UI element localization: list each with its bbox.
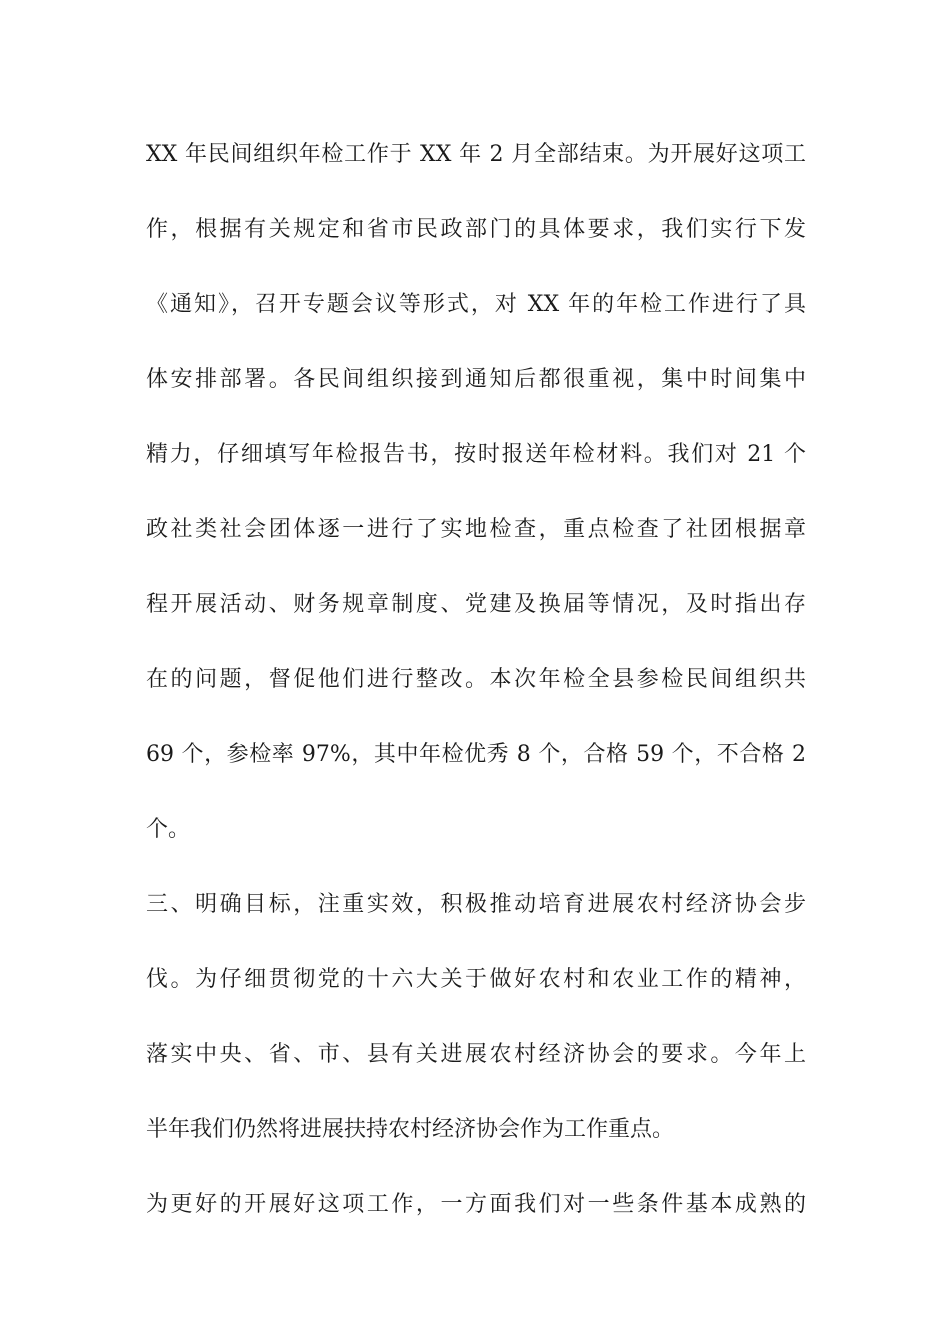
text-line: 个。 (146, 817, 191, 842)
text-line: 程开展活动、财务规章制度、党建及换届等情况，及时指出存 (146, 592, 806, 617)
text-line: 体安排部署。各民间组织接到通知后都很重视，集中时间集中 (146, 367, 806, 392)
text-line: 为更好的开展好这项工作，一方面我们对一些条件基本成熟的 (146, 1192, 806, 1217)
text-line: 作，根据有关规定和省市民政部门的具体要求，我们实行下发 (146, 217, 806, 242)
text-line: 69 个，参检率 97%，其中年检优秀 8 个，合格 59 个，不合格 2 (146, 742, 806, 767)
text-line: 落实中央、省、市、县有关进展农村经济协会的要求。今年上 (146, 1042, 806, 1067)
text-line: 《通知》，召开专题会议等形式，对 XX 年的年检工作进行了具 (146, 292, 806, 317)
text-line: 在的问题，督促他们进行整改。本次年检全县参检民间组织共 (146, 667, 806, 692)
text-line: 政社类社会团体逐一进行了实地检查，重点检查了社团根据章 (146, 517, 806, 542)
text-line: 精力，仔细填写年检报告书，按时报送年检材料。我们对 21 个 (146, 442, 806, 467)
text-line: 半年我们仍然将进展扶持农村经济协会作为工作重点。 (146, 1117, 675, 1142)
text-line: 三、明确目标，注重实效，积极推动培育进展农村经济协会步 (146, 892, 806, 917)
text-line: XX 年民间组织年检工作于 XX 年 2 月全部结束。为开展好这项工 (146, 142, 806, 167)
text-line: 伐。为仔细贯彻党的十六大关于做好农村和农业工作的精神， (146, 967, 806, 992)
